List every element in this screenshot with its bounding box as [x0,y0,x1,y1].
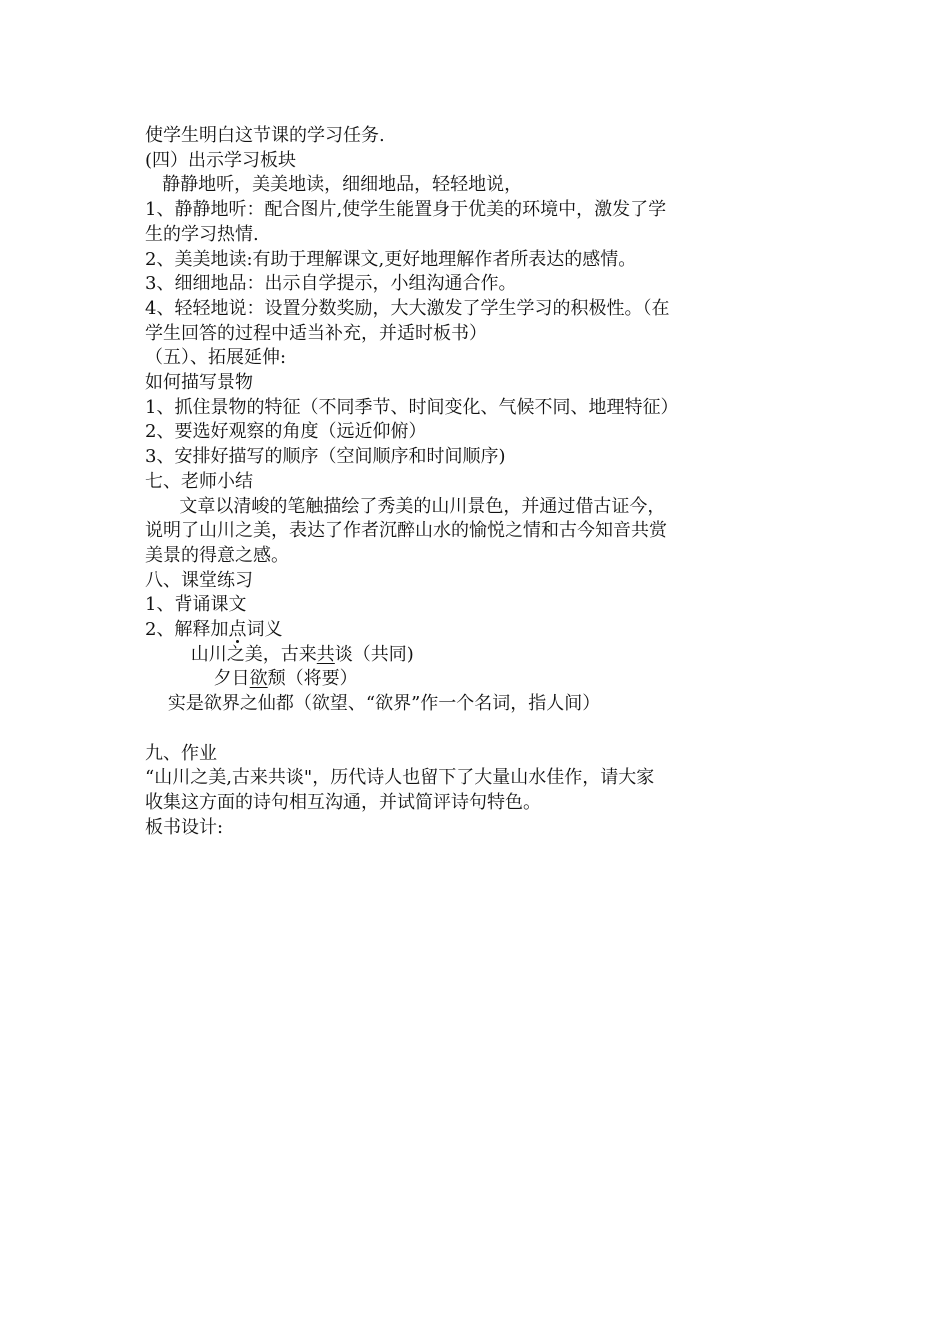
text-line: 生的学习热情. [145,223,259,245]
section-heading-9: 九、作业 [145,742,217,764]
underlined-word: 欲 [249,668,268,690]
section-heading-8: 八、课堂练习 [145,569,253,591]
exercise-item-text: 谈（共同) [334,643,414,665]
exercise-instruction-start: 2、解释加 [145,619,229,641]
blank-line [145,717,805,742]
exercise-item-text: 颓（将要） [267,668,358,690]
homework-text: “山川之美,古来共谈"，历代诗人也留下了大量山水佳作，请大家 [145,767,655,789]
exercise-item-text: 夕日 [145,668,250,690]
exercise-instruction [145,618,805,643]
text-line: 1、静静地听：配合图片,使学生能置身于优美的环境中，激发了学 [145,199,667,221]
text-line: 2、要选好观察的角度（远近仰俯） [145,421,427,443]
section-heading-4: (四）出示学习板块 [145,149,297,171]
text-line: 3、安排好描写的顺序（空间顺序和时间顺序) [145,446,506,468]
emphasis-dot-char: 点 [228,619,247,641]
text-line: 美景的得意之感。 [145,544,289,566]
text-line: 学生回答的过程中适当补充，并适时板书） [145,322,487,344]
text-line: 2、美美地读:有助于理解课文,更好地理解作者所表达的感情。 [145,248,637,270]
text-line: 1、抓住景物的特征（不同季节、时间变化、气候不同、地理特征） [145,396,679,418]
exercise-item-3: 实是欲界之仙都（欲望、“欲界”作一个名词，指人间） [145,693,601,715]
text-line: 3、细细地品：出示自学提示，小组沟通合作。 [145,273,517,295]
text-line: 使学生明白这节课的学习任务. [145,125,385,146]
text-line: 文章以清峻的笔触描绘了秀美的山川景色，并通过借古证今， [145,495,666,517]
section-heading-7: 七、老师小结 [145,470,253,492]
homework-text: 收集这方面的诗句相互沟通，并试简评诗句特色。 [145,791,541,813]
exercise-item-1 [145,643,805,668]
underlined-word: 共 [316,643,335,665]
text-line: 如何描写景物 [145,372,253,394]
text-line: 4、轻轻地说：设置分数奖励，大大激发了学生学习的积极性。（在 [145,297,670,319]
board-design-heading: 板书设计: [145,816,224,838]
text-line: 1、背诵课文 [145,594,247,616]
document-page [145,124,805,840]
exercise-instruction-end: 词义 [246,619,283,641]
section-heading-5: （五）、拓展延伸: [145,347,287,369]
exercise-item-text: 山川之美，古来 [145,643,317,665]
exercise-item-2 [145,667,805,692]
text-line: 静静地听，美美地读，细细地品，轻轻地说， [145,174,523,196]
text-line: 说明了山川之美，表达了作者沉醉山水的愉悦之情和古今知音共赏 [145,520,667,542]
